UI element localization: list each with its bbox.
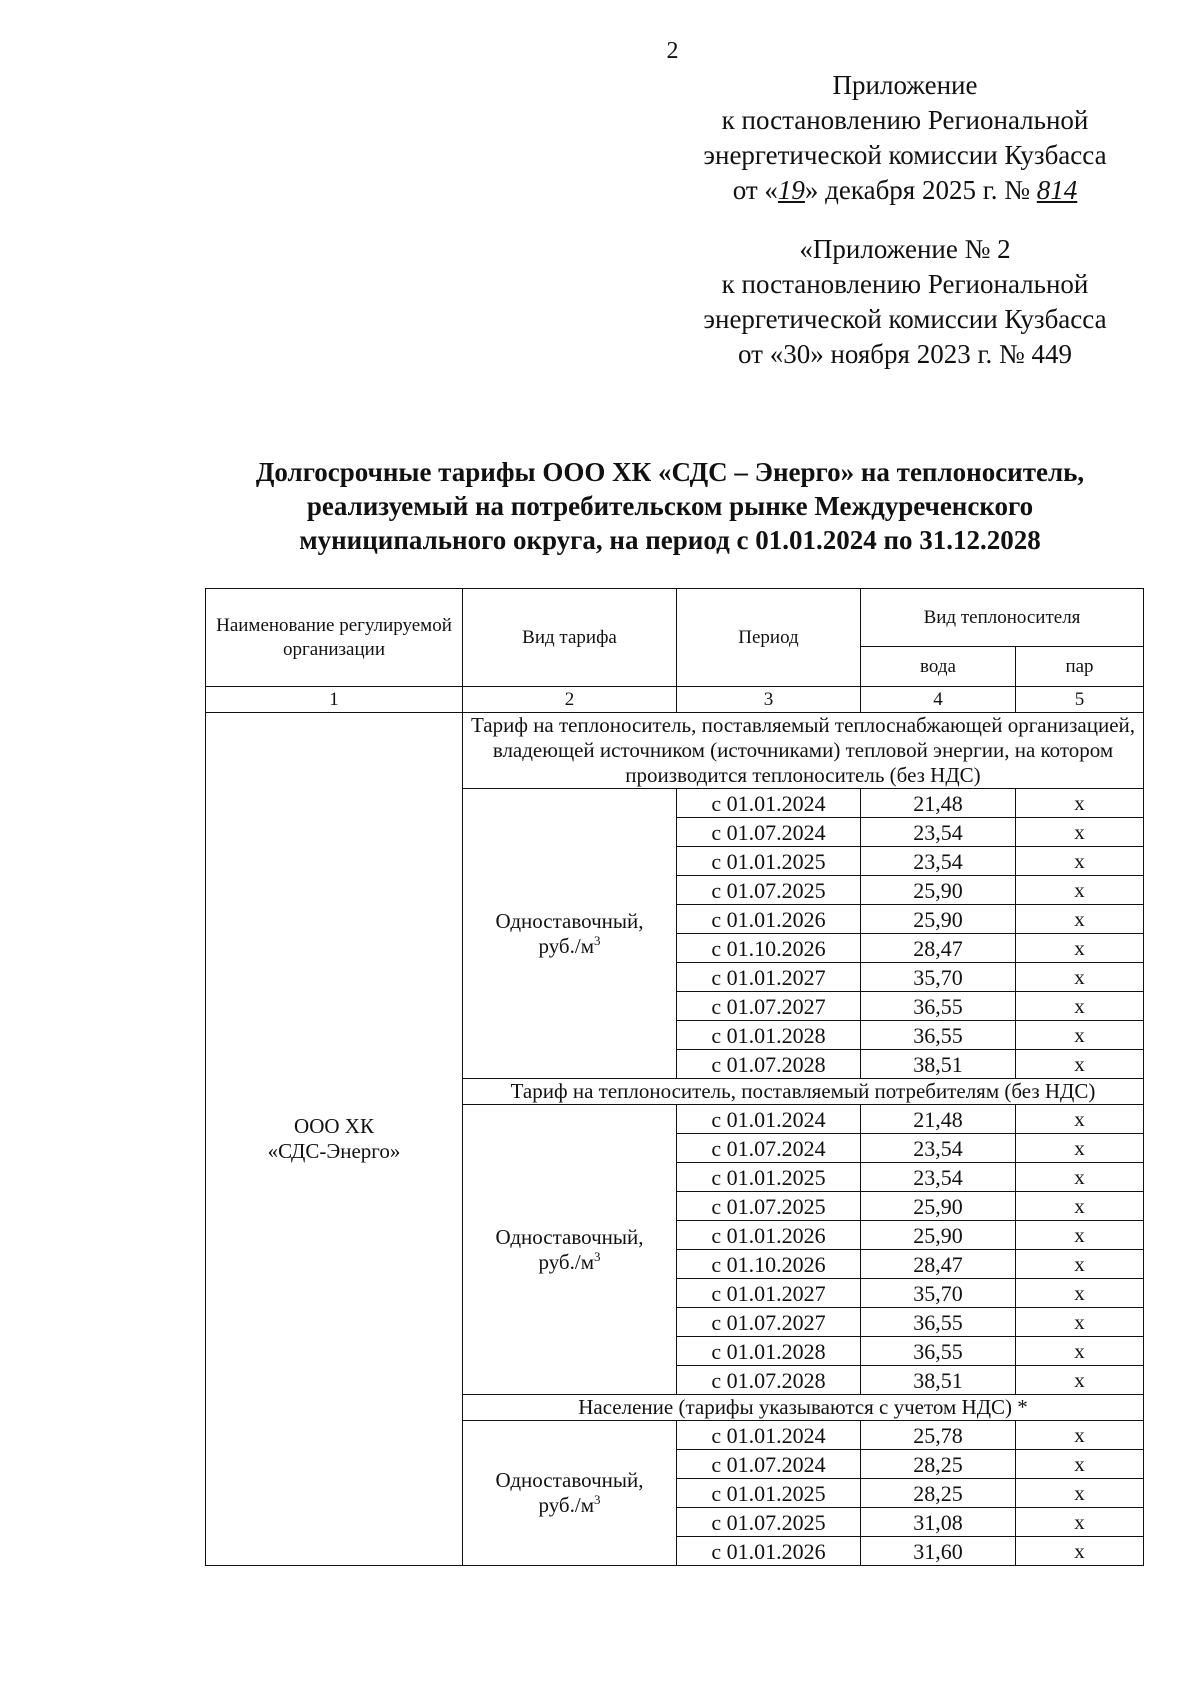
water-tariff-cell: 38,51 xyxy=(861,1050,1016,1079)
date-prefix: от « xyxy=(732,175,778,205)
tariff-unit-exponent: 3 xyxy=(594,932,601,948)
water-tariff-cell: 28,47 xyxy=(861,1250,1016,1279)
period-cell: с 01.01.2026 xyxy=(677,905,861,934)
water-tariff-cell: 36,55 xyxy=(861,1337,1016,1366)
column-number: 1 xyxy=(206,687,463,713)
appendix-line: к постановлению Региональной xyxy=(721,105,1089,135)
steam-tariff-cell: x xyxy=(1016,1421,1144,1450)
water-tariff-cell: 25,90 xyxy=(861,876,1016,905)
column-number: 3 xyxy=(677,687,861,713)
column-number: 5 xyxy=(1016,687,1144,713)
tariff-unit xyxy=(463,1493,676,1518)
appendix-date-line: от «30» ноября 2023 г. № 449 xyxy=(738,339,1072,369)
appendix-date-line xyxy=(690,173,1120,208)
water-tariff-cell: 28,47 xyxy=(861,934,1016,963)
column-number: 4 xyxy=(861,687,1016,713)
water-tariff-cell: 36,55 xyxy=(861,992,1016,1021)
tariff-unit-text: руб./м xyxy=(538,1249,594,1274)
section-row xyxy=(206,713,1144,789)
appendix-title: Приложение xyxy=(832,70,978,100)
appendix-line: к постановлению Региональной xyxy=(721,269,1089,299)
header-water: вода xyxy=(861,647,1016,687)
header-org: Наименование регулируемой организации xyxy=(206,589,463,687)
period-cell: с 01.07.2025 xyxy=(677,1192,861,1221)
water-tariff-cell: 36,55 xyxy=(861,1021,1016,1050)
tariff-type-cell xyxy=(463,1421,677,1566)
period-cell: с 01.01.2028 xyxy=(677,1021,861,1050)
steam-tariff-cell: x xyxy=(1016,1105,1144,1134)
period-cell: с 01.01.2025 xyxy=(677,1163,861,1192)
title-line: муниципального округа, на период с 01.01.2024 по 31.12.2028 xyxy=(299,525,1041,555)
tariff-unit-exponent: 3 xyxy=(594,1492,601,1507)
period-cell: с 01.01.2024 xyxy=(677,1421,861,1450)
water-tariff-cell: 28,25 xyxy=(861,1479,1016,1508)
steam-tariff-cell: x xyxy=(1016,1279,1144,1308)
appendix-line: энергетической комиссии Кузбасса xyxy=(703,140,1107,170)
water-tariff-cell: 36,55 xyxy=(861,1308,1016,1337)
title-line: реализуемый на потребительском рынке Междуреченского xyxy=(306,491,1034,521)
resolution-number: 814 xyxy=(1036,175,1078,205)
water-tariff-cell: 23,54 xyxy=(861,1134,1016,1163)
tariff-table xyxy=(205,588,1144,1566)
steam-tariff-cell: x xyxy=(1016,1021,1144,1050)
steam-tariff-cell: x xyxy=(1016,905,1144,934)
water-tariff-cell: 35,70 xyxy=(861,963,1016,992)
steam-tariff-cell: x xyxy=(1016,1366,1144,1395)
tariff-unit-text: руб./м xyxy=(538,933,594,958)
steam-tariff-cell: x xyxy=(1016,1508,1144,1537)
period-cell: с 01.07.2028 xyxy=(677,1050,861,1079)
water-tariff-cell: 23,54 xyxy=(861,818,1016,847)
steam-tariff-cell: x xyxy=(1016,1250,1144,1279)
tariff-unit-exponent: 3 xyxy=(594,1248,601,1264)
water-tariff-cell: 21,48 xyxy=(861,1105,1016,1134)
period-cell: с 01.01.2027 xyxy=(677,1279,861,1308)
steam-tariff-cell: x xyxy=(1016,992,1144,1021)
water-tariff-cell: 23,54 xyxy=(861,847,1016,876)
steam-tariff-cell: x xyxy=(1016,847,1144,876)
water-tariff-cell: 25,90 xyxy=(861,1221,1016,1250)
period-cell: с 01.01.2026 xyxy=(677,1221,861,1250)
header-period: Период xyxy=(677,589,861,687)
appendix-title: «Приложение № 2 xyxy=(799,234,1011,264)
steam-tariff-cell: x xyxy=(1016,1450,1144,1479)
steam-tariff-cell: x xyxy=(1016,1479,1144,1508)
date-middle: » декабря 2025 г. № xyxy=(804,175,1037,205)
water-tariff-cell: 31,60 xyxy=(861,1537,1016,1566)
period-cell: с 01.01.2025 xyxy=(677,847,861,876)
period-cell: с 01.07.2025 xyxy=(677,1508,861,1537)
title-line: Долгосрочные тарифы ООО ХК «СДС – Энерго» на теплоноситель, xyxy=(255,457,1085,487)
period-cell: с 01.01.2026 xyxy=(677,1537,861,1566)
tariff-unit-text: руб./м xyxy=(538,1493,594,1517)
appendix-header-current xyxy=(690,68,1120,208)
period-cell: с 01.01.2028 xyxy=(677,1337,861,1366)
tariff-name: Одноставочный, xyxy=(495,1468,644,1492)
steam-tariff-cell: x xyxy=(1016,789,1144,818)
period-cell: с 01.10.2026 xyxy=(677,1250,861,1279)
appendix-line: энергетической комиссии Кузбасса xyxy=(703,304,1107,334)
header-tariff-type: Вид тарифа xyxy=(463,589,677,687)
period-cell: с 01.07.2024 xyxy=(677,1450,861,1479)
period-cell: с 01.01.2025 xyxy=(677,1479,861,1508)
steam-tariff-cell: x xyxy=(1016,1308,1144,1337)
steam-tariff-cell: x xyxy=(1016,818,1144,847)
period-cell: с 01.07.2028 xyxy=(677,1366,861,1395)
water-tariff-cell: 25,90 xyxy=(861,905,1016,934)
section-title: Население (тарифы указываются с учетом НДС) * xyxy=(463,1395,1144,1421)
header-carrier: Вид теплоносителя xyxy=(861,589,1144,647)
water-tariff-cell: 28,25 xyxy=(861,1450,1016,1479)
steam-tariff-cell: x xyxy=(1016,963,1144,992)
section-title: Тариф на теплоноситель, поставляемый теплоснабжающей организацией, владеющей источником (источниками) тепловой энергии, на котором производится теплоноситель (без НДС) xyxy=(463,713,1144,789)
period-cell: с 01.07.2027 xyxy=(677,992,861,1021)
appendix-header-original xyxy=(690,232,1120,372)
steam-tariff-cell: x xyxy=(1016,1192,1144,1221)
page-number: 2 xyxy=(666,38,679,64)
steam-tariff-cell: x xyxy=(1016,1337,1144,1366)
water-tariff-cell: 21,48 xyxy=(861,789,1016,818)
date-day: 19 xyxy=(777,175,805,205)
organization-name: ООО ХК «СДС-Энерго» xyxy=(206,713,463,1566)
period-cell: с 01.07.2024 xyxy=(677,1134,861,1163)
water-tariff-cell: 25,90 xyxy=(861,1192,1016,1221)
steam-tariff-cell: x xyxy=(1016,1134,1144,1163)
period-cell: с 01.01.2024 xyxy=(677,1105,861,1134)
header-steam: пар xyxy=(1016,647,1144,687)
water-tariff-cell: 23,54 xyxy=(861,1163,1016,1192)
period-cell: с 01.07.2025 xyxy=(677,876,861,905)
steam-tariff-cell: x xyxy=(1016,1537,1144,1566)
water-tariff-cell: 31,08 xyxy=(861,1508,1016,1537)
tariff-name: Одноставочный, xyxy=(495,1224,644,1249)
section-title: Тариф на теплоноситель, поставляемый потребителям (без НДС) xyxy=(463,1079,1144,1105)
period-cell: с 01.07.2027 xyxy=(677,1308,861,1337)
tariff-unit xyxy=(463,1250,676,1275)
steam-tariff-cell: x xyxy=(1016,1050,1144,1079)
steam-tariff-cell: x xyxy=(1016,1221,1144,1250)
column-number: 2 xyxy=(463,687,677,713)
document-title xyxy=(200,455,1140,557)
tariff-type-cell xyxy=(463,789,677,1079)
period-cell: с 01.07.2024 xyxy=(677,818,861,847)
tariff-name: Одноставочный, xyxy=(495,908,644,933)
steam-tariff-cell: x xyxy=(1016,876,1144,905)
water-tariff-cell: 38,51 xyxy=(861,1366,1016,1395)
steam-tariff-cell: x xyxy=(1016,1163,1144,1192)
water-tariff-cell: 35,70 xyxy=(861,1279,1016,1308)
period-cell: с 01.01.2024 xyxy=(677,789,861,818)
water-tariff-cell: 25,78 xyxy=(861,1421,1016,1450)
period-cell: с 01.01.2027 xyxy=(677,963,861,992)
steam-tariff-cell: x xyxy=(1016,934,1144,963)
tariff-unit xyxy=(463,934,676,959)
tariff-type-cell xyxy=(463,1105,677,1395)
period-cell: с 01.10.2026 xyxy=(677,934,861,963)
